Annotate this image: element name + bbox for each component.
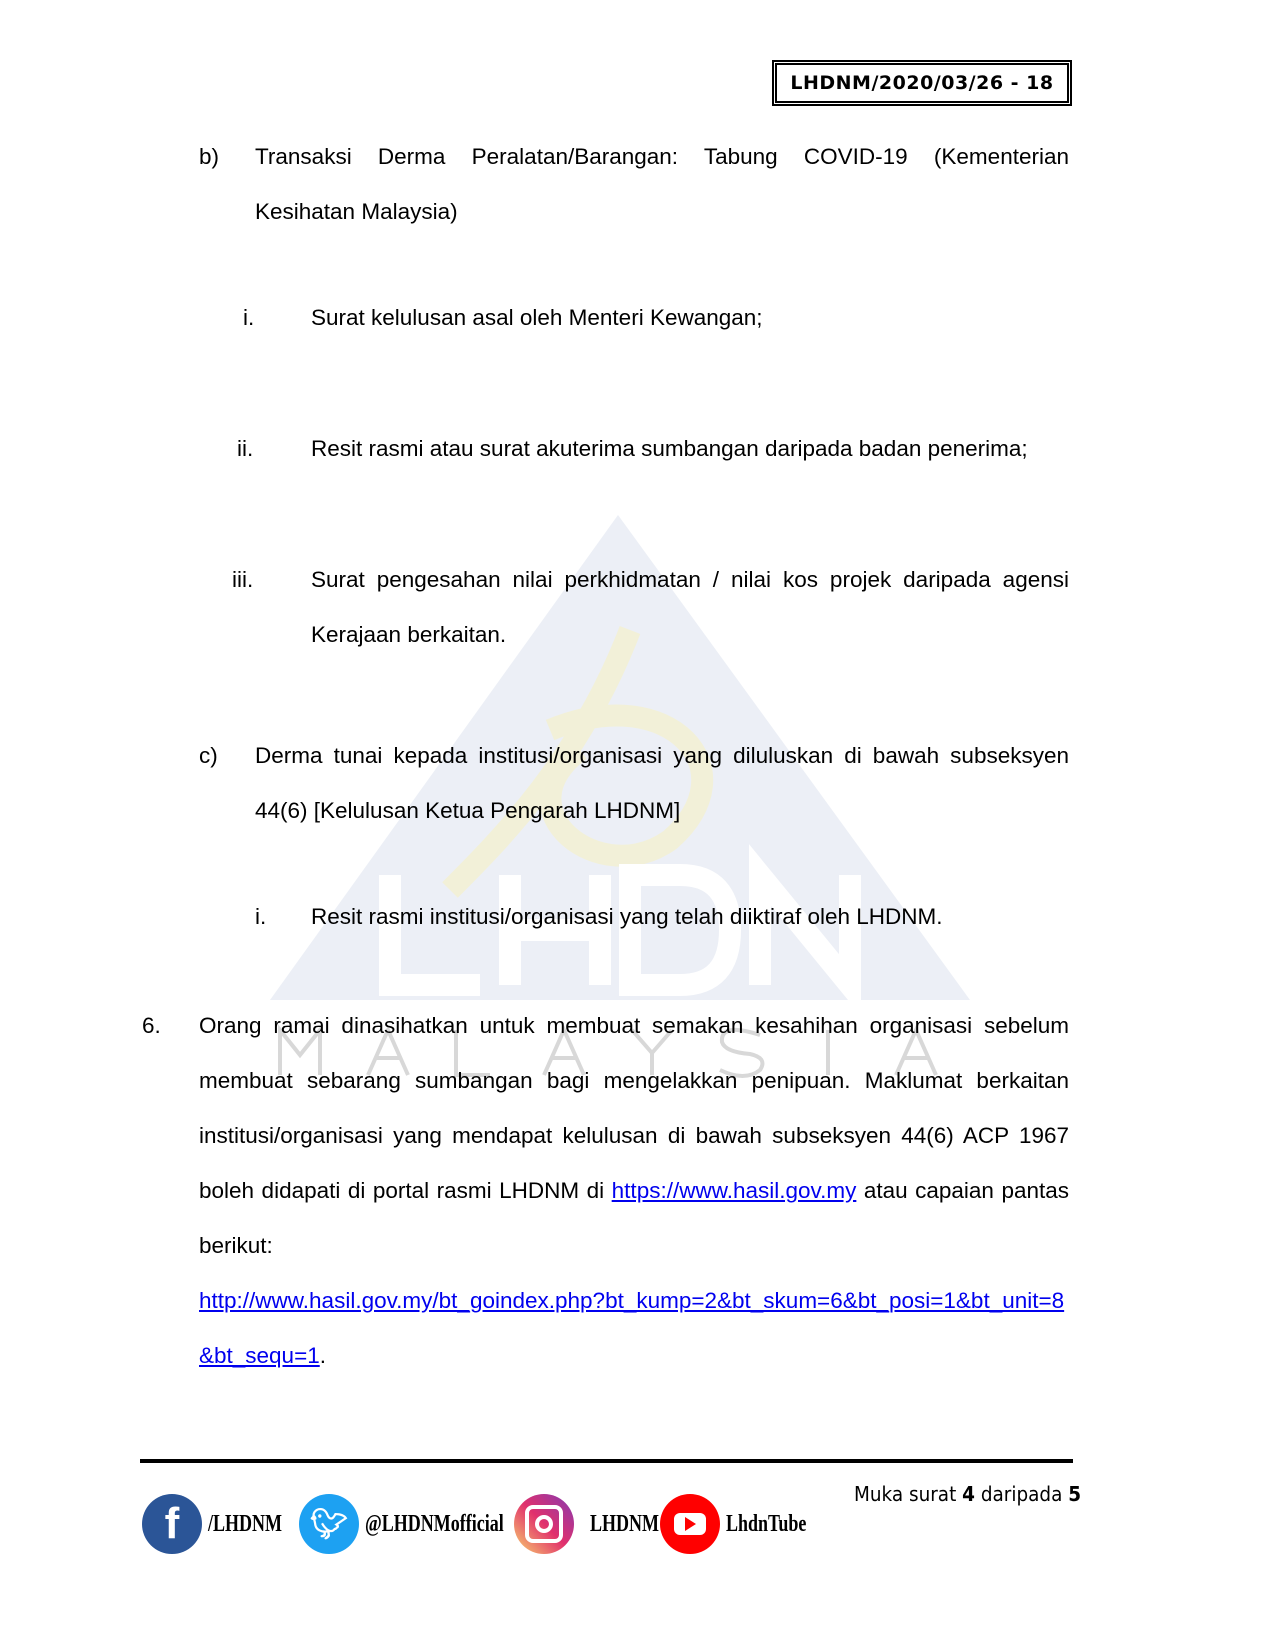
para-6-text-before: Orang ramai dinasihatkan untuk membuat semakan kesahihan organisasi sebelum membuat sebarang sumbangan bagi mengelakkan penipuan. Maklumat berkaitan institusi/organisasi yang mendapat kelulusan di bawah subseksyen 44(6) ACP 1967 boleh didapati di portal rasmi LHDNM di xyxy=(199,1013,1069,1203)
facebook-icon: f xyxy=(142,1494,202,1554)
item-b-ii-label: ii. xyxy=(237,436,254,461)
item-b-iii-label: iii. xyxy=(232,567,254,592)
section-b-text: Transaksi Derma Peralatan/Barangan: Tabung COVID-19 (Kementerian Kesihatan Malaysia) xyxy=(255,144,1069,224)
section-c-text: Derma tunai kepada institusi/organisasi yang diluluskan di bawah subseksyen 44(6) [Kelulusan Ketua Pengarah LHDNM] xyxy=(255,743,1069,823)
facebook-label: /LHDNM xyxy=(208,1510,283,1537)
twitter-icon: 🐦︎ xyxy=(299,1494,359,1554)
para-6-text xyxy=(199,998,1069,1273)
item-c-i-label: i. xyxy=(255,904,267,929)
section-c-label: c) xyxy=(199,743,218,768)
facebook-link[interactable] xyxy=(142,1494,307,1554)
page-mid: daripada xyxy=(974,1482,1069,1506)
para-6-text-after: atau capaian pantas berikut: xyxy=(199,1178,1070,1258)
youtube-label: LhdnTube xyxy=(726,1510,807,1537)
reference-number: LHDNM/2020/03/26 - 18 xyxy=(772,60,1072,106)
item-b-i-text: Surat kelulusan asal oleh Menteri Kewangan; xyxy=(311,305,763,330)
youtube-icon xyxy=(660,1494,720,1554)
page-prefix: Muka surat xyxy=(854,1482,963,1506)
period: . xyxy=(319,1343,326,1368)
page-number xyxy=(854,1482,1081,1506)
item-c-i-text: Resit rasmi institusi/organisasi yang telah diiktiraf oleh LHDNM. xyxy=(311,904,943,929)
twitter-link[interactable] xyxy=(299,1494,550,1554)
para-6-label: 6. xyxy=(142,1013,161,1038)
instagram-label: LHDNM xyxy=(590,1510,659,1537)
footer-divider xyxy=(140,1459,1073,1463)
instagram-link[interactable] xyxy=(514,1494,682,1554)
hasil-portal-link[interactable]: https://www.hasil.gov.my xyxy=(611,1178,857,1203)
item-b-ii-text: Resit rasmi atau surat akuterima sumbangan daripada badan penerima; xyxy=(311,436,1028,461)
quick-access-link[interactable]: http://www.hasil.gov.my/bt_goindex.php?bt_kump=2&bt_skum=6&bt_posi=1&bt_unit=8&bt_sequ=1 xyxy=(199,1288,1065,1368)
instagram-icon xyxy=(514,1494,574,1554)
section-b-label: b) xyxy=(199,144,220,169)
para-6-quick-link xyxy=(199,1273,1065,1383)
item-b-iii-text: Surat pengesahan nilai perkhidmatan / nilai kos projek daripada agensi Kerajaan berkaitan. xyxy=(311,567,1069,647)
item-b-i-label: i. xyxy=(243,305,255,330)
youtube-link[interactable] xyxy=(660,1494,833,1554)
page-current: 4 xyxy=(962,1482,975,1506)
twitter-label: @LHDNMofficial xyxy=(365,1510,504,1537)
page-total: 5 xyxy=(1068,1482,1082,1506)
para-6-block xyxy=(199,998,1069,1383)
